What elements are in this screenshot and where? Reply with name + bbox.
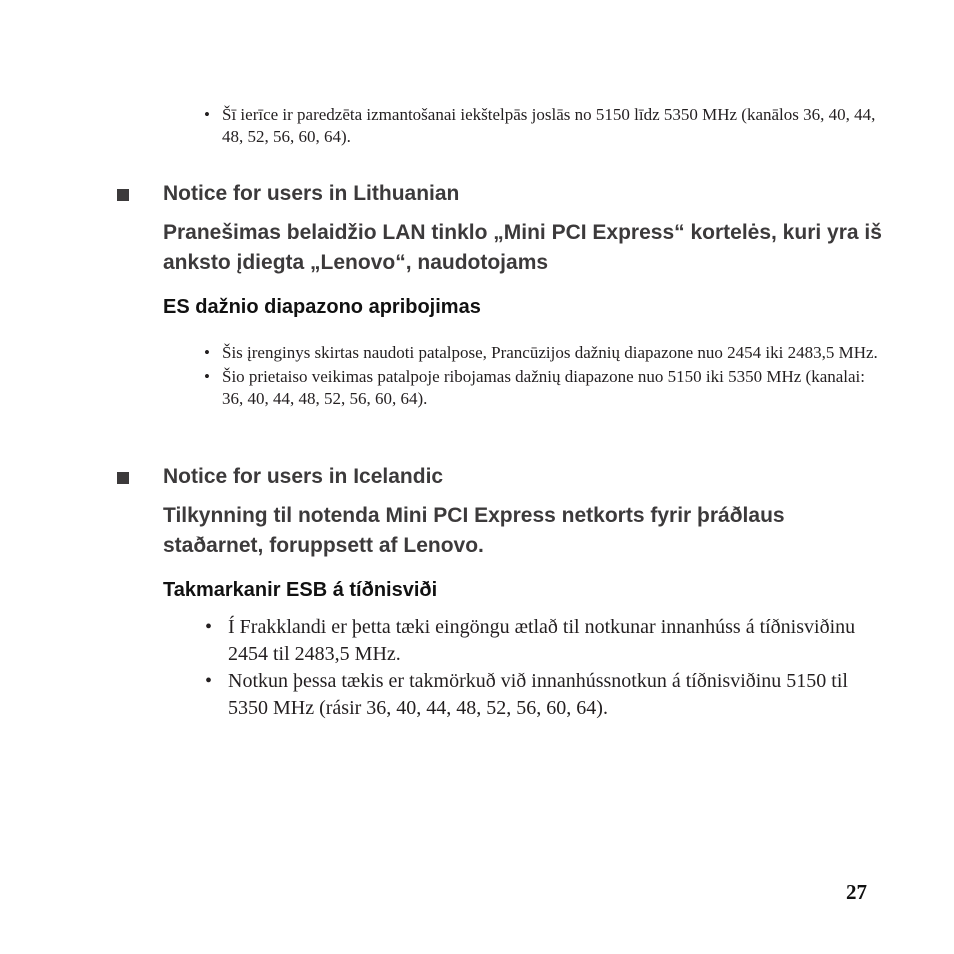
notice-heading-icelandic: Notice for users in Icelandic — [163, 465, 444, 488]
page-number: 27 — [846, 880, 867, 904]
list-item — [204, 366, 884, 410]
list-item-text: Šis įrenginys skirtas naudoti patalpose, Prancūzijos dažnių diapazone nuo 2454 iki 2483,5 MHz. — [222, 343, 878, 362]
list-item-text: Šī ierīce ir paredzēta izmantošanai iekštelpās joslās no 5150 līdz 5350 MHz (kanālos 36, 40, 44, 48, 52, 56, 60, 64). — [222, 105, 876, 146]
list-item — [204, 342, 884, 364]
list-item — [205, 614, 875, 668]
notice-marker-square — [117, 189, 129, 201]
bullet: • — [205, 616, 213, 638]
latvian-list — [204, 104, 884, 148]
icelandic-list — [205, 614, 875, 722]
notice-marker-square — [117, 472, 129, 484]
list-item-text: Notkun þessa tækis er takmörkuð við innanhússnotkun á tíðnisviðinu 5150 til 5350 MHz (rásir 36, 40, 44, 48, 52, 56, 60, 64). — [228, 670, 848, 719]
lithuanian-list — [204, 342, 884, 410]
bullet: • — [204, 343, 210, 362]
bullet: • — [205, 670, 213, 692]
section-title-lithuanian: ES dažnio diapazono apribojimas — [163, 296, 481, 318]
notice-heading-lithuanian: Notice for users in Lithuanian — [163, 182, 460, 205]
notice-subtitle-icelandic: Tilkynning til notenda Mini PCI Express netkorts fyrir þráðlaus staðarnet, foruppsett af Lenovo. — [163, 504, 785, 557]
list-item-text: Šio prietaiso veikimas patalpoje ribojamas dažnių diapazone nuo 5150 iki 5350 MHz (kanalai: 36, 40, 44, 48, 52, 56, 60, 64). — [222, 367, 866, 408]
notice-subtitle-lithuanian: Pranešimas belaidžio LAN tinklo „Mini PCI Express“ kortelės, kuri yra iš anksto įdiegta „Lenovo“, naudotojams — [163, 221, 882, 274]
bullet: • — [204, 105, 210, 124]
bullet: • — [204, 367, 210, 386]
list-item-text: Í Frakklandi er þetta tæki eingöngu ætlað til notkunar innanhúss á tíðnisviðinu 2454 til 2483,5 MHz. — [228, 616, 856, 665]
list-item — [205, 668, 875, 722]
list-item — [204, 104, 884, 148]
section-title-icelandic: Takmarkanir ESB á tíðnisviði — [163, 579, 438, 601]
